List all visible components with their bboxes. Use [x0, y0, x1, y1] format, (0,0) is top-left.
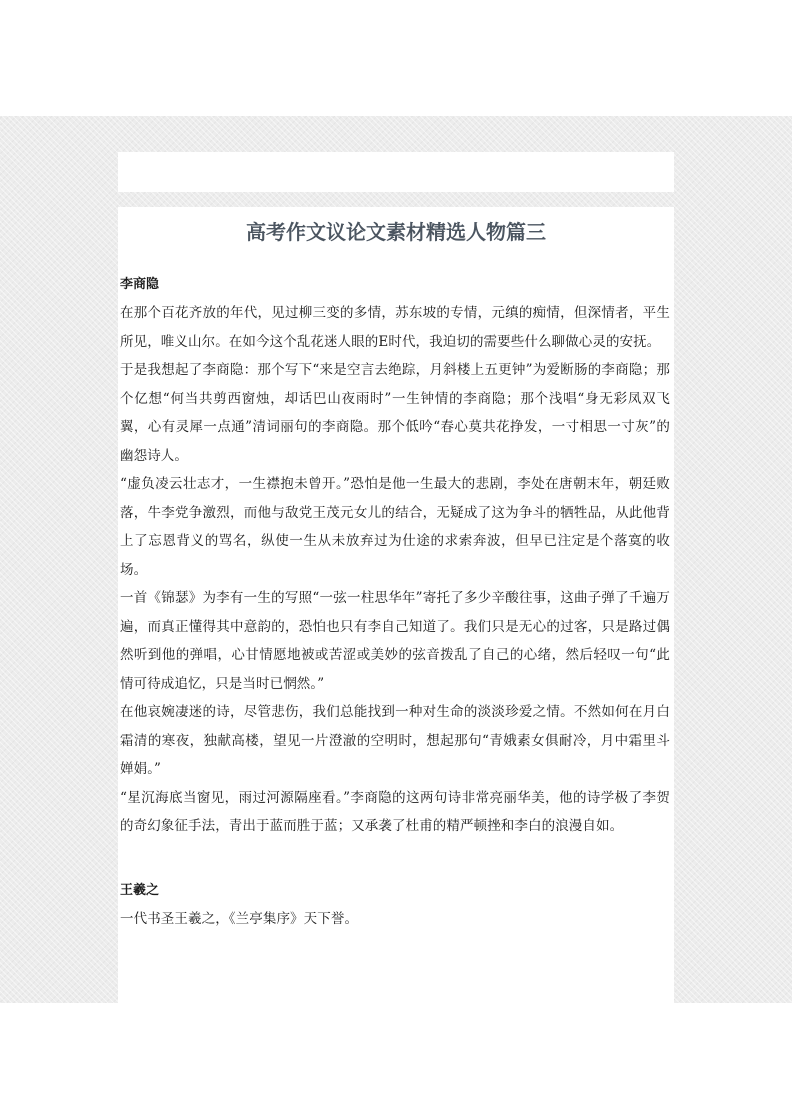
paragraph: 在那个百花齐放的年代，见过柳三变的多情，苏东坡的专情，元缜的痴情，但深情者，平生所见，唯义山尔。在如今这个乱花迷人眼的E时代，我迫切的需要些什么聊做心灵的安抚。 — [120, 305, 670, 350]
article-title: 高考作文议论文素材精选人物篇三 — [246, 220, 546, 244]
article — [118, 207, 674, 1003]
paragraph: 于是我想起了李商隐：那个写下“来是空言去绝踪，月斜楼上五更钟”为爱断肠的李商隐；那个亿想“何当共剪西窗烛，却话巴山夜雨时”一生钟情的李商隐；那个浅唱“身无彩凤双飞翼，心有灵犀一点通”清词丽句的李商隐。那个低吟“春心莫共花挣发，一寸相思一寸灰”的幽怨诗人。 — [120, 362, 670, 464]
paragraph: “虚负凌云壮志才，一生襟抱未曾开。”恐怕是他一生最大的悲剧，李处在唐朝末年，朝廷败落，牛李党争激烈，而他与敌党王茂元女儿的结合，无疑成了这为争斗的牺牲品，从此他背上了忘恩背义的骂名，纵使一生从未放弃过为仕途的求索奔波，但早已注定是个落寞的收场。 — [120, 476, 670, 578]
header-panel — [118, 152, 674, 192]
paragraph: “星沉海底当窗见，雨过河源隔座看。”李商隐的这两句诗非常亮丽华美，他的诗学极了李贺的奇幻象征手法，青出于蓝而胜于蓝；又承袭了杜甫的精严顿挫和李白的浪漫自如。 — [120, 789, 670, 834]
paragraph: 一代书圣王羲之，《兰亭集序》天下誉。 — [120, 910, 359, 927]
section-heading: 李商隐 — [120, 277, 160, 292]
paragraph: 一首《锦瑟》为李有一生的写照“一弦一柱思华年”寄托了多少辛酸往事，这曲子弹了千遍万遍，而真正懂得其中意韵的，恐怕也只有李自己知道了。我们只是无心的过客，只是路过偶然听到他的弹唱，心甘情愿地被或苦涩或美妙的弦音拨乱了自己的心绪，然后轻叹一句“此情可待成追忆，只是当时已惘然。” — [120, 590, 670, 692]
section-heading: 王羲之 — [120, 882, 160, 898]
paragraph: 在他哀婉凄迷的诗，尽管悲伤，我们总能找到一种对生命的淡淡珍爱之情。不然如何在月白霜清的寒夜，独献高楼，望见一片澄澈的空明时，想起那句“青娥素女俱耐冷，月中霜里斗婵娟。” — [120, 704, 670, 777]
